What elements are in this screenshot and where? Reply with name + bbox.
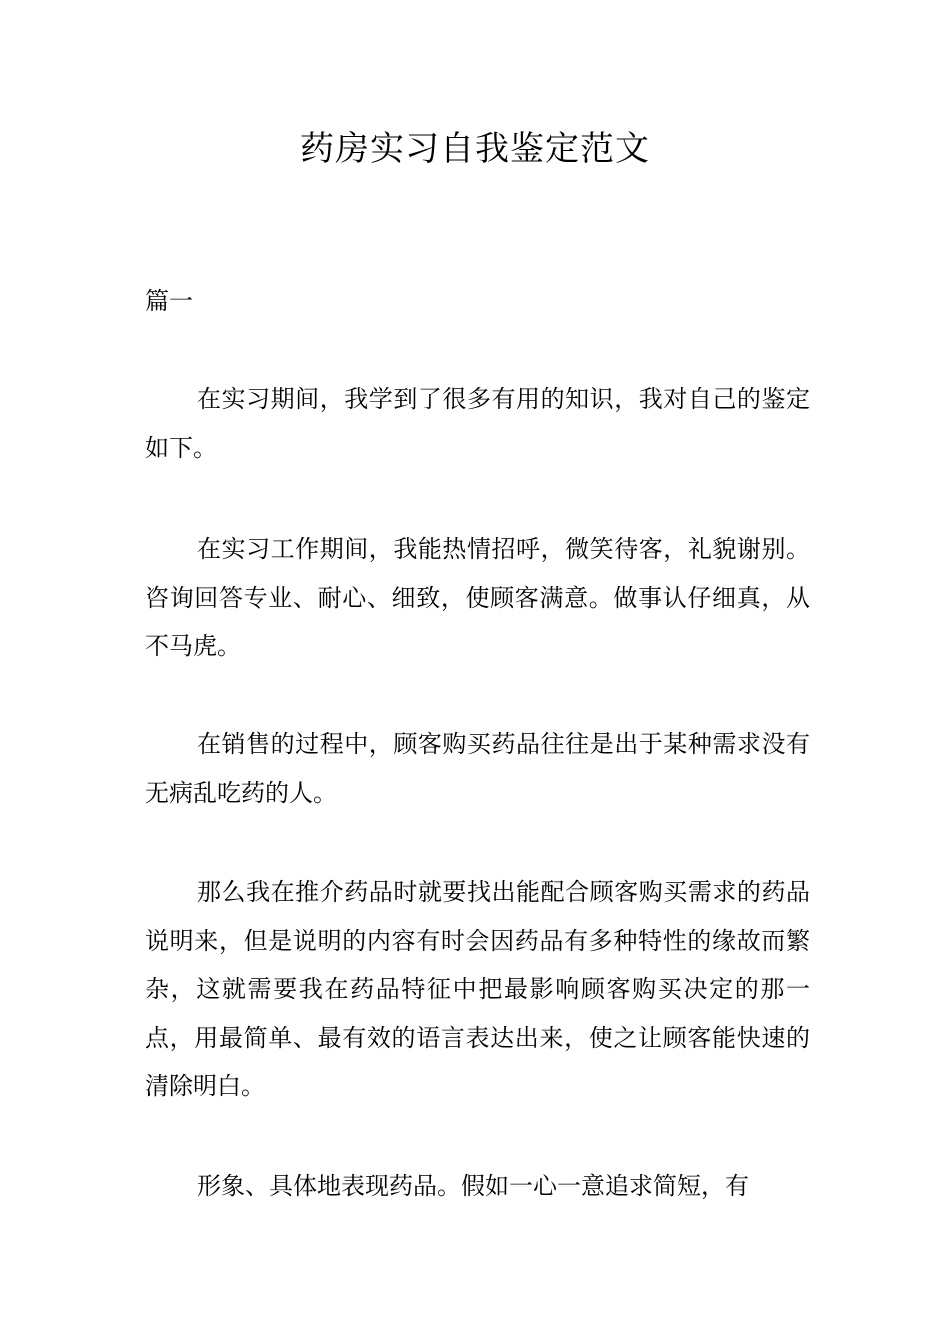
paragraph-1: 在实习期间，我学到了很多有用的知识，我对自己的鉴定如下。 (145, 385, 810, 462)
paragraph-3: 在销售的过程中，顾客购买药品往往是出于某种需求没有无病乱吃药的人。 (145, 730, 810, 807)
paragraph-5: 形象、具体地表现药品。假如一心一意追求简短，有 (197, 1172, 749, 1200)
paragraph-2: 在实习工作期间，我能热情招呼，微笑待客，礼貌谢别。咨询回答专业、耐心、细致，使顾客满意。做事认仔细真，从不马虎。 (145, 535, 810, 660)
section-label: 篇一 (145, 287, 193, 315)
document-title: 药房实习自我鉴定范文 (300, 129, 650, 169)
paragraph-4: 那么我在推介药品时就要找出能配合顾客购买需求的药品说明来，但是说明的内容有时会因药品有多种特性的缘故而繁杂，这就需要我在药品特征中把最影响顾客购买决定的那一点，用最简单、最有效的语言表达出来，使之让顾客能快速的清除明白。 (145, 878, 810, 1100)
